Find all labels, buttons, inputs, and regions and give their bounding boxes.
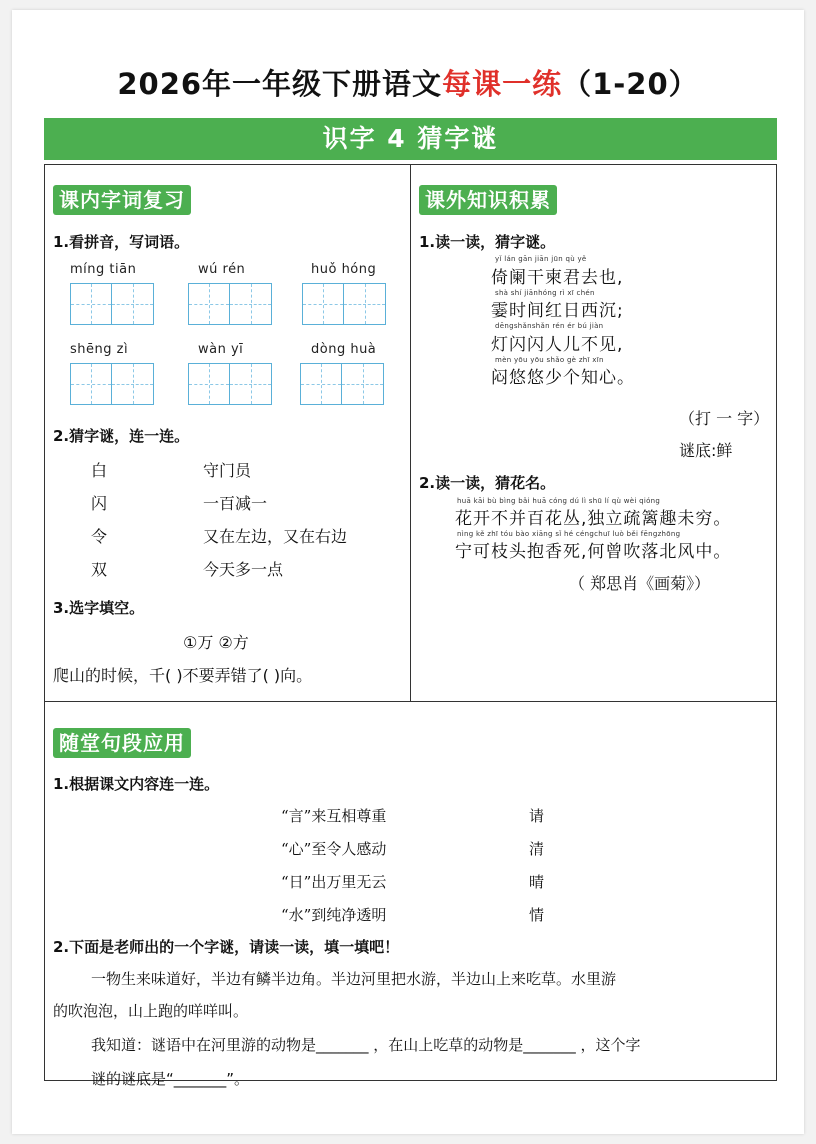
match-char[interactable]: 清 — [529, 840, 545, 858]
riddle-paragraph: 的吹泡泡，山上跑的咩咩叫。 — [53, 1002, 249, 1020]
answer-sentence[interactable]: 我知道：谜语中在河里游的动物是_______ ，在山上吃草的动物是_______ ，这个字 — [91, 1036, 641, 1054]
writing-grid[interactable] — [188, 363, 272, 405]
writing-grid[interactable] — [70, 283, 154, 325]
writing-grid[interactable] — [70, 363, 154, 405]
question-riddle-label: 1.读一读，猜字谜。 — [419, 233, 556, 251]
riddle-char[interactable]: 闪 — [91, 494, 108, 513]
match-char[interactable]: 晴 — [529, 873, 545, 891]
riddle-paragraph: 一物生来味道好，半边有鳞半边角。半边河里把水游，半边山上来吃草。水里游 — [91, 970, 617, 988]
question-fill-blank-label: 3.选字填空。 — [53, 599, 145, 617]
match-phrase[interactable]: “日”出万里无云 — [281, 873, 387, 891]
riddle-answer: 谜底:鲜 — [679, 441, 733, 460]
fill-sentence[interactable]: 爬山的时候，千( )不要弄错了( )向。 — [53, 666, 313, 685]
pinyin-item: wú rén — [198, 262, 246, 277]
poem-pinyin: nìng kě zhī tóu bào xiāng sǐ hé céngchuī luò běi fēngzhōng — [457, 530, 681, 538]
match-char[interactable]: 请 — [529, 807, 545, 825]
pinyin-item: shēng zì — [70, 342, 129, 357]
poem-line: 霎时间红日西沉; — [491, 301, 624, 321]
poem-pinyin: huā kāi bù bìng bǎi huā cóng dú lì shū lí qù wèi qióng — [457, 497, 661, 505]
question-flower-label: 2.读一读，猜花名。 — [419, 474, 556, 492]
fill-options: ①万 ②方 — [183, 633, 249, 652]
poem-pinyin: shà shí jiānhóng rì xī chén — [495, 289, 595, 297]
pinyin-item: dòng huà — [311, 342, 377, 357]
match-phrase[interactable]: “水”到纯净透明 — [281, 906, 387, 924]
riddle-clue[interactable]: 守门员 — [203, 461, 252, 480]
question-match-label: 1.根据课文内容连一连。 — [53, 775, 220, 793]
poem-line: 花开不并百花丛,独立疏篱趣未穷。 — [455, 509, 732, 529]
question-riddle-match-label: 2.猜字谜，连一连。 — [53, 427, 190, 445]
poem-pinyin: yǐ lán gān jiān jūn qù yě — [495, 255, 587, 263]
writing-grid[interactable] — [302, 283, 386, 325]
lesson-title-bar: 识字 4 猜字谜 — [44, 118, 777, 160]
riddle-char[interactable]: 白 — [91, 461, 108, 480]
poem-line: 宁可枝头抱香死,何曾吹落北风中。 — [455, 542, 732, 562]
title-highlight: 每课一练 — [442, 67, 563, 101]
riddle-hint: （打 一 字） — [679, 409, 770, 428]
page-title — [12, 62, 804, 103]
pinyin-item: wàn yī — [198, 342, 244, 357]
riddle-clue[interactable]: 今天多一点 — [203, 560, 284, 579]
title-range: （1-20） — [562, 67, 699, 101]
answer-sentence[interactable]: 谜的谜底是“_______”。 — [91, 1070, 250, 1088]
title-main: 2026年一年级下册语文 — [117, 67, 443, 101]
question-riddle-text-label: 2.下面是老师出的一个字谜，请读一读，填一填吧！ — [53, 938, 400, 956]
pinyin-item: míng tiān — [70, 262, 137, 277]
badge-extracurricular: 课外知识积累 — [419, 185, 557, 215]
question-pinyin-label: 1.看拼音，写词语。 — [53, 233, 190, 251]
riddle-char[interactable]: 令 — [91, 527, 108, 546]
riddle-char[interactable]: 双 — [91, 560, 108, 579]
riddle-clue[interactable]: 又在左边，又在右边 — [203, 527, 348, 546]
writing-grid[interactable] — [188, 283, 272, 325]
section-extracurricular — [410, 164, 777, 702]
match-phrase[interactable]: “言”来互相尊重 — [281, 807, 387, 825]
match-char[interactable]: 情 — [529, 906, 545, 924]
section-in-class-review — [44, 164, 411, 702]
pinyin-item: huǒ hóng — [311, 262, 377, 277]
badge-sentence-application: 随堂句段应用 — [53, 728, 191, 758]
badge-in-class-review: 课内字词复习 — [53, 185, 191, 215]
worksheet-page — [12, 10, 804, 1134]
section-sentence-application — [44, 701, 777, 1088]
poem-line: 倚阑干柬君去也, — [491, 268, 624, 288]
poem-pinyin: dēngshǎnshǎn rén ér bú jiàn — [495, 322, 604, 330]
poem-source: （ 郑思肖《画菊》） — [569, 574, 711, 593]
riddle-clue[interactable]: 一百减一 — [203, 494, 268, 513]
poem-line: 灯闪闪人儿不见, — [491, 335, 624, 355]
match-phrase[interactable]: “心”至令人感动 — [281, 840, 387, 858]
poem-line: 闷悠悠少个知心。 — [491, 368, 635, 388]
writing-grid[interactable] — [300, 363, 384, 405]
poem-pinyin: mèn yōu yōu shǎo gè zhī xīn — [495, 356, 604, 364]
